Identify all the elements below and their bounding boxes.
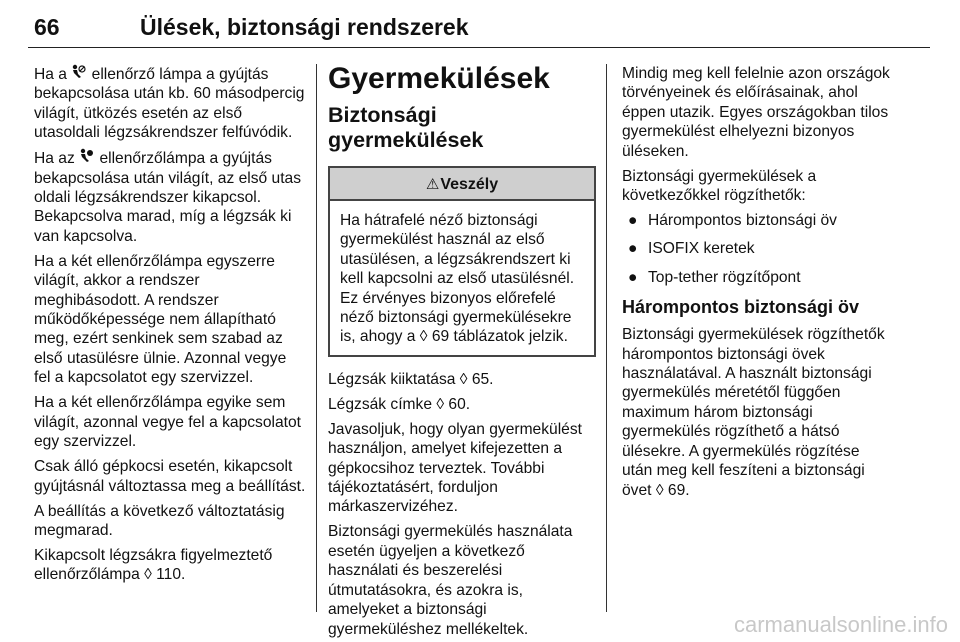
page-title: Ülések, biztonsági rendszerek xyxy=(140,14,469,40)
subsection-heading: Biztonsági gyermekülések xyxy=(328,103,484,152)
paragraph: Légzsák címke ◊ 60. xyxy=(328,395,471,413)
column-divider xyxy=(316,64,317,612)
warning-title: Veszély xyxy=(440,176,499,193)
paragraph: Légzsák kiiktatása ◊ 65. xyxy=(328,370,494,388)
column-right xyxy=(622,64,890,506)
paragraph: Ha az ellenőrzőlámpa a gyújtás bekapcsolása után világít, az első utas oldali légzsákrendszer kikapcsol. Bekapcsolva marad, míg a légzsák ki van kapcsolva. xyxy=(34,150,301,245)
warning-header xyxy=(330,168,594,201)
section-heading: Gyermekülések xyxy=(328,62,550,95)
paragraph: Javasoljuk, hogy olyan gyermekülést használjon, amelyet kifejezetten a gépkocsihoz terveztek. További tájékoztatásért, forduljon márkaszervizéhez. xyxy=(328,420,582,516)
page-ref-icon[interactable]: ◊ xyxy=(144,566,152,584)
page-ref-icon[interactable]: ◊ xyxy=(655,481,664,499)
paragraph: Ha a két ellenőrzőlámpa egyike sem világít, azonnal vegye fel a kapcsolatot egy szervizzel. xyxy=(34,394,301,451)
paragraph: Biztonsági gyermekülés használata esetén ügyeljen a következő használati és beszerelési útmutatásokra, és azokra is, amelyeket a biztonsági gyermeküléshez mellékeltek. xyxy=(328,523,573,638)
list-item: ● Top-tether rögzítőpont xyxy=(628,268,801,286)
page-ref-icon[interactable]: ◊ xyxy=(419,328,428,346)
airbag-on-icon xyxy=(79,150,95,166)
airbag-off-icon xyxy=(71,66,87,82)
page-header xyxy=(28,8,930,48)
column-left xyxy=(34,64,306,590)
column-divider xyxy=(606,64,607,612)
column-middle xyxy=(328,64,596,642)
paragraph: Ha a két ellenőrzőlámpa egyszerre világít, akkor a rendszer meghibásodott. A rendszer működőképessége nem állapítható meg, ezért senkinek sem szabad az első utasülésre ülnie. Azonnal vegye fel a kapcsolatot egy szervizzel. xyxy=(34,252,287,387)
page-ref-link[interactable]: 60. xyxy=(448,395,471,413)
list-item: ● Hárompontos biztonsági öv xyxy=(628,212,837,230)
warning-icon: ⚠ xyxy=(425,176,440,193)
paragraph: Mindig meg kell felelnie azon országok törvényeinek és előírásainak, ahol éppen utazik. Egyes országokban tilos gyermekülést elhelyezni bizonyos üléseken. xyxy=(622,65,890,160)
warning-text: Ha hátrafelé néző biztonsági gyermekülést használ az első utasülésen, a légzsákrendszert ki kell kapcsolni az első utasülésnél. Ez érvényes bizonyos előrefelé néző biztonsági gyermekülésekre is, ahogy a ◊ 69 táblázatok jelzik. xyxy=(340,212,575,346)
subsection-heading: Hárompontos biztonsági öv xyxy=(622,297,860,318)
watermark: carmanualsonline.info xyxy=(733,612,948,637)
page-ref-icon[interactable]: ◊ xyxy=(436,395,445,413)
warning-body xyxy=(330,201,594,355)
paragraph: Biztonsági gyermekülések rögzíthetők hárompontos biztonsági övek használatával. A használt biztonsági gyermekülés méretétől függően maximum három biztonsági gyermekülés rögzíthető a hátsó ülésekre. A gyermekülés rögzítése után meg kell feszíteni a biztonsági övet ◊ 69. xyxy=(622,326,885,499)
page-ref-icon[interactable]: ◊ xyxy=(459,370,468,388)
page-number: 66 xyxy=(34,14,60,40)
paragraph: Kikapcsolt légzsákra figyelmeztető ellenőrzőlámpa ◊ 110. xyxy=(34,546,273,584)
warning-box xyxy=(328,166,596,357)
paragraph: A beállítás a következő változtatásig megmarad. xyxy=(34,502,285,539)
page-ref-link[interactable]: 69. xyxy=(667,481,690,499)
bullet-icon: ● xyxy=(628,268,638,286)
bullet-list xyxy=(622,211,890,287)
bullet-icon: ● xyxy=(628,240,638,258)
paragraph: Biztonsági gyermekülések a következőkkel rögzíthetők: xyxy=(622,167,817,205)
paragraph: Csak álló gépkocsi esetén, kikapcsolt gyújtásnál változtassa meg a beállítást. xyxy=(34,458,306,495)
paragraph: Ha a ellenőrző lámpa a gyújtás bekapcsolása után kb. 60 másodpercig világít, ütközés esetén az első utasoldali légzsákrendszer felfúvódik. xyxy=(34,66,305,142)
page-ref-link[interactable]: 69 táblázatok jelzik. xyxy=(431,328,568,346)
page-ref-link[interactable]: 110. xyxy=(156,566,186,584)
bullet-icon: ● xyxy=(628,212,638,230)
page-ref-link[interactable]: 65. xyxy=(471,370,494,388)
list-item: ● ISOFIX keretek xyxy=(628,240,755,258)
